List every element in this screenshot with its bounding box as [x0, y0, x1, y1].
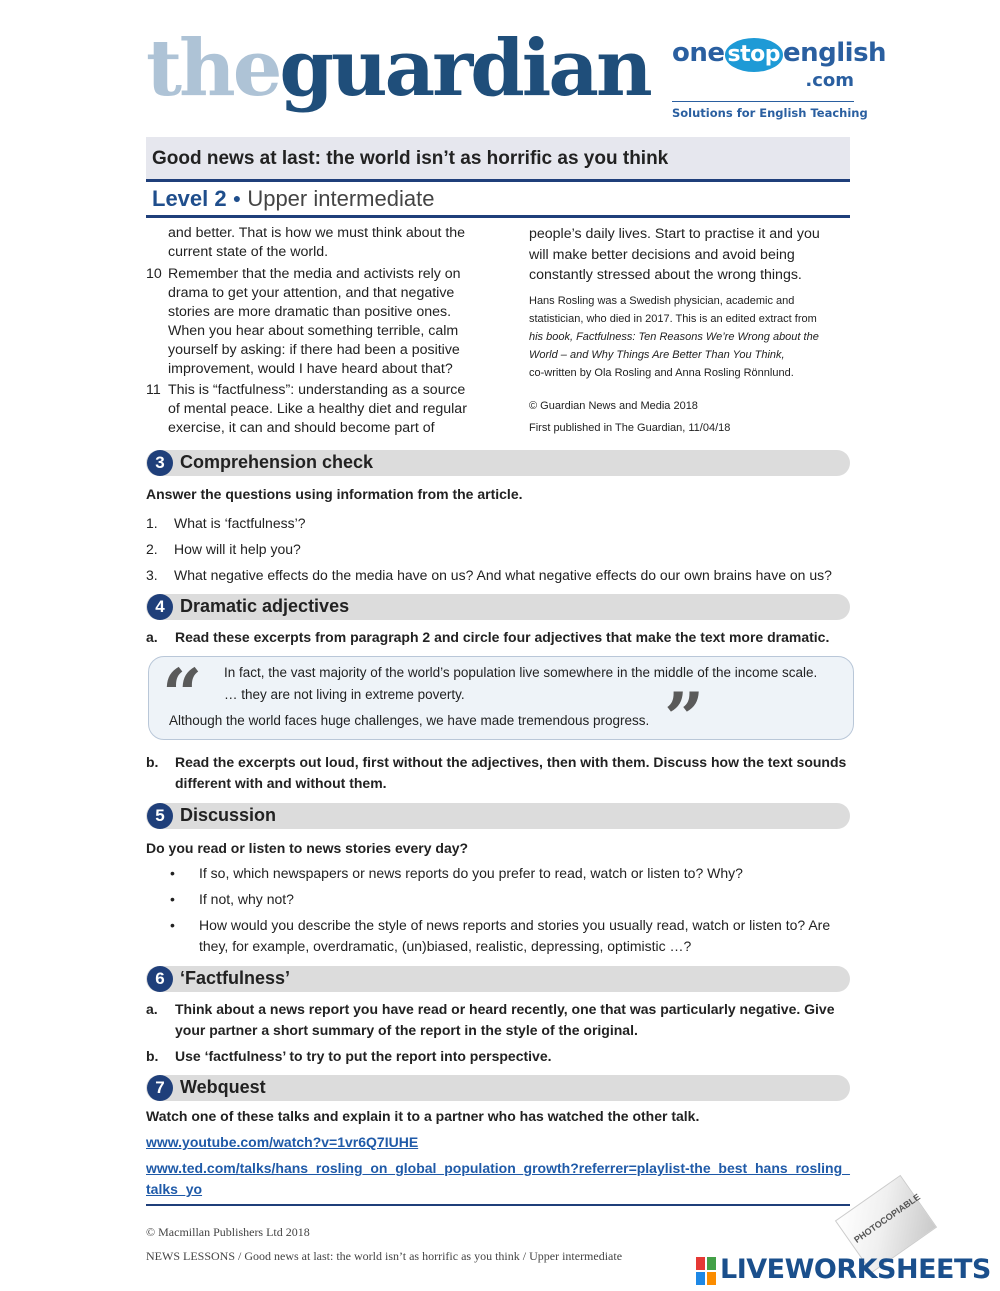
- section-6-header: 6 ‘Factfulness’: [146, 966, 850, 992]
- question-item: 2. How will it help you?: [146, 541, 301, 557]
- article-right-column: people’s daily lives. Start to practise it and you will make better decisions and avoid being constantly stressed about the wrong things.: [529, 226, 820, 283]
- task-a: a. Read these excerpts from paragraph 2 and circle four adjectives that make the text more dramatic.: [146, 629, 830, 645]
- footer-divider: [146, 1204, 850, 1206]
- section-4-header: 4 Dramatic adjectives: [146, 594, 850, 620]
- paragraph-11: 11 This is “factfulness”: understanding as a source of mental peace. Like a healthy diet and regular exercise, it can and should become part of: [146, 382, 467, 436]
- bullet-item: • If so, which newspapers or news reports do you prefer to read, watch or listen to? Why?: [170, 865, 743, 881]
- question-item: 1. What is ‘factfulness’?: [146, 515, 306, 531]
- quote-line: … they are not living in extreme poverty.: [224, 687, 465, 702]
- task-b: b. Read the excerpts out loud, first without the adjectives, then with them. Discuss how the text sounds different with and without them.: [146, 754, 847, 791]
- task-b: b. Use ‘factfulness’ to try to put the report into perspective.: [146, 1048, 552, 1064]
- quote-line: Although the world faces huge challenges, we have made tremendous progress.: [169, 713, 650, 728]
- bullet-item: • If not, why not?: [170, 891, 294, 907]
- youtube-link[interactable]: www.youtube.com/watch?v=1vr6Q7IUHE: [146, 1134, 419, 1150]
- lesson-title: Good news at last: the world isn’t as horrific as you think: [152, 148, 669, 169]
- bullet-item: • How would you describe the style of news reports and stories you usually read, watch or listen to? Are they, for example, overdramatic, (un)biased, realistic, depressing, optimistic …?: [170, 917, 831, 954]
- level-label: Level 2 ● Upper intermediate: [152, 186, 435, 211]
- open-quote-icon: “: [162, 653, 203, 736]
- section-3-header: 3 Comprehension check: [146, 450, 850, 476]
- guardian-logo: theguardian: [146, 23, 650, 114]
- author-bio: Hans Rosling was a Swedish physician, academic and statistician, who died in 2017. This is an edited extract from his book, Factfulness: Ten Reasons We’re Wrong about the World – and Why Things Are Better Than You Think, co-written by Ola Rosling and Anna Rosling Rönnlund.: [529, 295, 819, 379]
- task-a: a. Think about a news report you have read or heard recently, one that was particularly negative. Give your partner a short summary of the report in the style of the original.: [146, 1001, 835, 1038]
- article-copyright: © Guardian News and Media 2018: [529, 400, 698, 412]
- quote-line: In fact, the vast majority of the world’s population live somewhere in the middle of the income scale.: [224, 665, 818, 680]
- footer-path: NEWS LESSONS / Good news at last: the world isn’t as horrific as you think / Upper intermediate: [146, 1249, 623, 1263]
- liveworksheets-icon: [696, 1257, 716, 1285]
- divider: [146, 215, 850, 218]
- first-published: First published in The Guardian, 11/04/18: [529, 422, 731, 434]
- article-left-column: and better. That is how we must think about the current state of the world. 10 Remember that the media and activists rely on drama to get your attention, and that negative stories are more dramatic than positive ones. When you hear about something terrible, calm yourself by asking: if there had been a positive improvement, would I have heard about that? 11 This is “factfulness”: understanding as a source of mental peace. Like a healthy diet and regular exercise, it can and should become part of: [146, 224, 486, 438]
- section-5-instruction: Do you read or listen to news stories every day?: [146, 840, 469, 856]
- lesson-title-bar: [146, 137, 850, 182]
- footer-copyright: © Macmillan Publishers Ltd 2018: [146, 1225, 310, 1239]
- section-7-header: 7 Webquest: [146, 1075, 850, 1101]
- photocopiable-stamp: PHOTOCOPIABLE: [835, 1175, 937, 1273]
- section-7-instruction: Watch one of these talks and explain it to a partner who has watched the other talk.: [146, 1108, 700, 1124]
- paragraph-10: 10 Remember that the media and activists rely on drama to get your attention, and that negative stories are more dramatic than positive ones. When you hear about something terrible, calm yourself by asking: if there had been a positive improvement, would I have heard about that?: [146, 266, 461, 377]
- section-3-instruction: Answer the questions using information from the article.: [146, 486, 523, 502]
- onestopenglish-logo: one stop english .com Solutions for English Teaching: [672, 38, 887, 120]
- liveworksheets-logo: LIVEWORKSHEETS: [696, 1254, 991, 1285]
- ted-link[interactable]: www.ted.com/talks/hans_rosling_on_global_population_growth?referrer=playlist-the_best_hans_rosling_ talks_yo: [146, 1160, 850, 1197]
- question-item: 3. What negative effects do the media have on us? And what negative effects do our own brains have on us?: [146, 567, 832, 583]
- section-5-header: 5 Discussion: [146, 803, 850, 829]
- close-quote-icon: ”: [664, 677, 705, 760]
